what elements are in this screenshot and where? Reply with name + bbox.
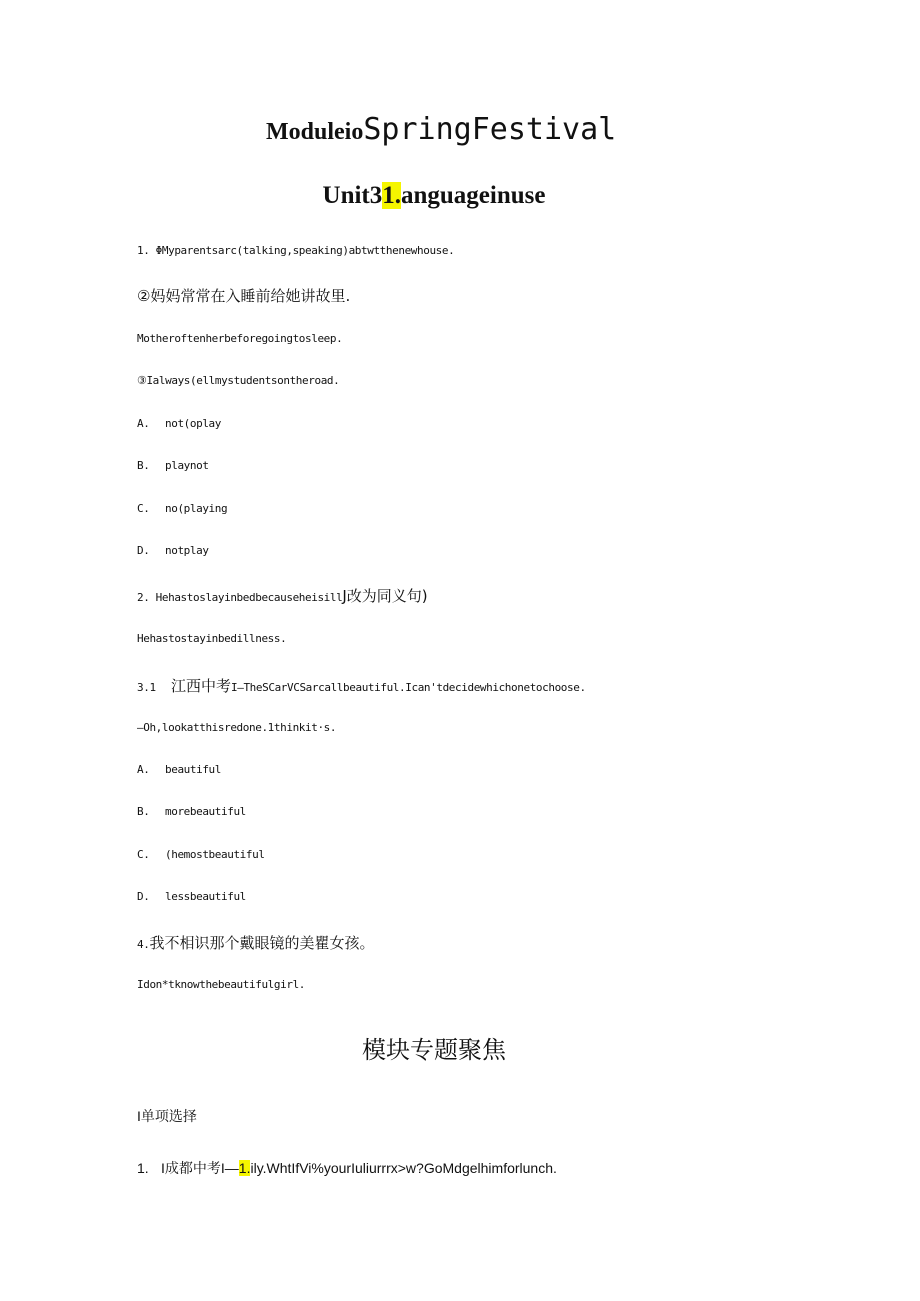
q1-option-a [137, 417, 221, 430]
option-letter: B. [137, 805, 150, 818]
q3-option-d [137, 890, 246, 903]
option-letter: D. [137, 890, 150, 903]
option-letter: A. [137, 417, 150, 430]
item-number: 1. [137, 1160, 149, 1176]
q3-num: 3.1 [137, 681, 156, 694]
q1-line2: ②妈妈常常在入睡前给她讲故里. [137, 287, 351, 305]
section-item-1 [137, 1158, 557, 1178]
option-text: no(playing [165, 502, 228, 515]
q1-line1: 1. ΦMyparentsarc(talking,speaking)abtwtthenewhouse. [137, 244, 455, 257]
item-prefix: I成都中考I— [161, 1160, 239, 1176]
q3-option-c [137, 848, 265, 861]
q2-prefix: 2. Hehastoslayinbedbecauseheisill [137, 591, 343, 604]
q1-option-d [137, 544, 209, 557]
option-text: not(oplay [165, 417, 222, 430]
q1-option-b [137, 459, 209, 472]
unit-title-prefix: Unit3 [322, 182, 383, 209]
q3-reply: —Oh,lookatthisredone.1thinkit·s. [137, 721, 337, 734]
unit-title-highlight: 1. [382, 182, 401, 209]
option-text: morebeautiful [165, 805, 246, 818]
q1-line4: ③Ialways(ellmystudentsontheroad. [137, 374, 340, 387]
option-letter: D. [137, 544, 150, 557]
option-text: lessbeautiful [165, 890, 246, 903]
option-letter: A. [137, 763, 150, 776]
option-letter: B. [137, 459, 150, 472]
option-letter: C. [137, 502, 150, 515]
module-title [266, 112, 616, 147]
q3-line [137, 675, 586, 696]
module-title-light: SpringFestival [363, 112, 617, 147]
unit-title [0, 182, 868, 210]
q4-answer: Idon*tknowthebeautifulgirl. [137, 978, 306, 991]
q2-line [137, 585, 428, 606]
option-text: (hemostbeautiful [165, 848, 265, 861]
q3-option-b [137, 805, 246, 818]
q3-text: I—TheSCarVCSarcallbeautiful.Ican'tdecidewhichonetochoose. [231, 681, 586, 694]
unit-title-suffix: anguageinuse [401, 182, 546, 209]
q1-line3: Motheroftenherbeforegoingtosleep. [137, 332, 343, 345]
option-text: beautiful [165, 763, 222, 776]
q3-cn: 江西中考 [171, 677, 232, 695]
option-text: playnot [165, 459, 209, 472]
section-title: 模块专题聚焦 [362, 1036, 506, 1064]
module-title-bold: Moduleio [266, 119, 364, 145]
q4-line [137, 932, 374, 953]
q2-cn: J改为同义句) [342, 587, 428, 605]
q4-num: 4. [137, 938, 150, 951]
q1-option-c [137, 502, 227, 515]
option-letter: C. [137, 848, 150, 861]
q2-answer: Hehastostayinbedillness. [137, 632, 287, 645]
q4-cn: 我不相识那个戴眼镜的美瞿女孩。 [149, 934, 375, 952]
item-text: ily.WhtIfVi%yourIuliurrrx>w?GoMdgelhimforlunch. [250, 1160, 557, 1176]
q3-option-a [137, 763, 221, 776]
option-text: notplay [165, 544, 209, 557]
section-subtitle: I单项选择 [137, 1108, 197, 1124]
item-highlight: 1. [238, 1160, 251, 1176]
